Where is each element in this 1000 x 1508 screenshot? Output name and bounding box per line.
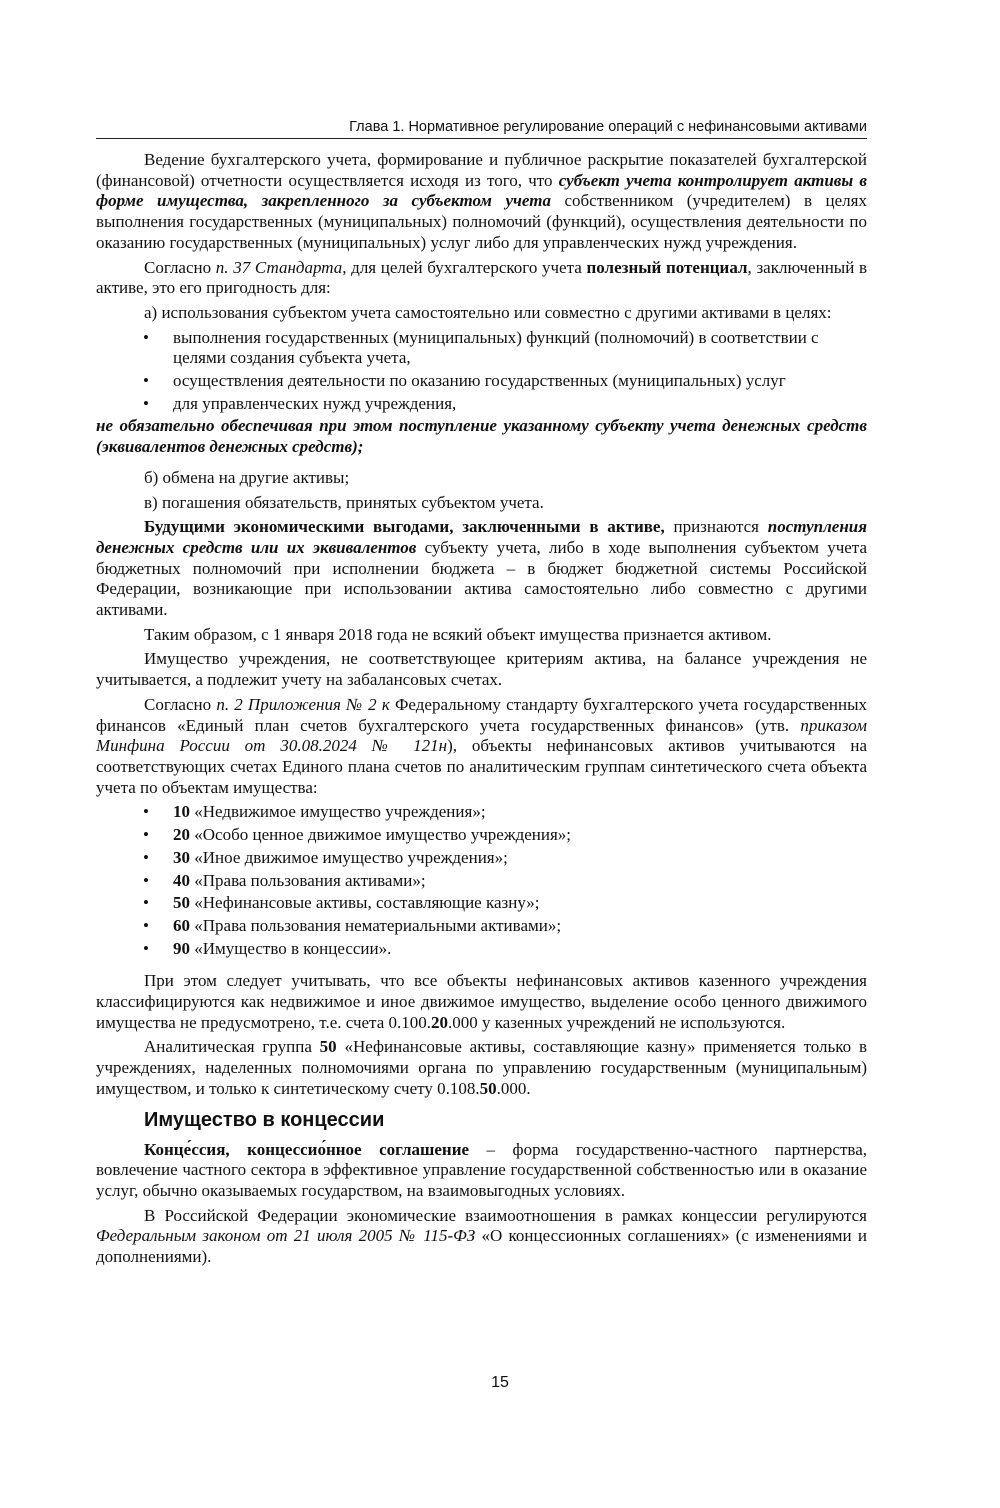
note-no-cash-inflow: не обязательно обеспечивая при этом поступление указанному субъекту учета денежных средств (эквивалентов денежных средств); [96,416,867,457]
paragraph-economic-benefits: Будущими экономическими выгодами, заключенными в активе, признаются поступления денежных средств или их эквивалентов субъекту учета, либо в ходе выполнения субъектом учета бюджетных полномочий при исполнении бюджета – в бюджет бюджетной системы Российской Федерации, возникающие при использовании актива самостоятельно либо совместно с другими активами. [96,517,867,620]
paragraph-off-balance: Имущество учреждения, не соответствующее критериям актива, на балансе учреждения не учитывается, а подлежит учету на забалансовых счетах. [96,649,867,690]
standard-reference: п. 37 Стандарта [215,257,343,277]
group-code: 60 [173,915,190,935]
group-code: 20 [173,825,190,845]
list-item-c: в) погашения обязательств, принятых субъектом учета. [144,492,544,512]
paragraph-2018-rule: Таким образом, с 1 января 2018 года не всякий объект имущества признается активом. [144,624,772,644]
purpose-item: • выполнения государственных (муниципальных) функций (полномочий) в соответствии с целями создания субъекта учета, [96,328,867,369]
spacer [96,961,867,971]
paragraph-concession-law: В Российской Федерации экономические взаимоотношения в рамках концессии регулируются Федеральным законом от 21 июля 2005 № 115-ФЗ «О концессионных соглашениях» (с изменениями и дополнениями). [96,1205,867,1267]
list-item-b: б) обмена на другие активы; [144,467,350,487]
group-code: 10 [173,802,190,822]
page-number: 15 [491,1374,509,1391]
order-reference: приказом Минфина России от 30.08.2024 № 121н [96,715,867,756]
analytic-groups-list [96,802,867,959]
analytic-group-item: • 20 «Особо ценное движимое имущество учреждения»; [96,825,867,846]
law-reference: Федеральным законом от 21 июля 2005 № 115-ФЗ [96,1226,476,1246]
analytic-group-item: • 90 «Имущество в концессии». [96,939,867,960]
analytic-group-item: • 40 «Права пользования активами»; [96,871,867,892]
paragraph-group-50: Аналитическая группа 50 «Нефинансовые активы, составляющие казну» применяется только в учреждениях, наделенных полномочиями органа по управлению государственным (муниципальным) имуществом, и только к синтетическому счету 0.108.50.000. [96,1037,867,1098]
analytic-group-item: • 60 «Права пользования нематериальными активами»; [96,916,867,937]
purpose-item: • осуществления деятельности по оказанию государственных (муниципальных) услуг [96,371,867,392]
appendix-reference: п. 2 Приложения № 2 к [216,694,390,714]
term-useful-potential: полезный потенциал [586,257,748,277]
group-code: 40 [173,870,190,890]
purpose-item: • для управленческих нужд учреждения, [96,394,867,415]
paragraph-chart-of-accounts: Согласно п. 2 Приложения № 2 к Федеральному стандарту бухгалтерского учета государственных финансов «Единый план счетов бухгалтерского учета государственных финансов» (утв. приказом Минфина России от 30.08.2024 № 121н), объекты нефинансовых активов учитываются на соответствующих счетах Единого плана счетов по аналитическим группам синтетического счета объекта учета по объектам имущества: [96,694,867,797]
analytic-group-item: • 50 «Нефинансовые активы, составляющие казну»; [96,893,867,914]
term-economic-benefits: Будущими экономическими выгодами, заключенными в активе, [144,517,665,537]
running-header [96,117,867,139]
page-body [96,150,867,1272]
analytic-group-item: • 30 «Иное движимое имущество учреждения»; [96,848,867,869]
emphasis-controls-assets: субъект учета контролирует активы в форме имущества, закрепленного за субъектом учета [96,170,867,211]
emphasis-cash-inflows: поступления денежных средств или их эквивалентов [96,517,867,557]
list-item-a: а) использования субъектом учета самостоятельно или совместно с другими активами в целях: [144,302,832,322]
group-code: 50 [173,893,190,913]
group-code: 90 [173,938,190,958]
purpose-list [96,328,867,415]
paragraph-treasury-institutions: При этом следует учитывать, что все объекты нефинансовых активов казенного учреждения классифицируются как недвижимое и иное движимое имущество, выделение особо ценного движимого имущества не предусмотрено, т.е. счета 0.100.20.000 у казенных учреждений не используются. [96,971,867,1032]
paragraph-accounting-control: Ведение бухгалтерского учета, формирование и публичное раскрытие показателей бухгалтерской (финансовой) отчетности осуществляется исходя из того, что субъект учета контролирует активы в форме имущества, закрепленного за субъектом учета собственником (учредителем) в целях выполнения государственных (муниципальных) полномочий (функций), осуществления деятельности по оказанию государственных (муниципальных) услуг либо для управленческих нужд учреждения. [96,150,867,252]
section-heading: Имущество в концессии [144,1108,385,1131]
paragraph-useful-potential: Согласно п. 37 Стандарта, для целей бухгалтерского учета полезный потенциал, заключенный в активе, это его пригодность для: [96,257,868,298]
term-concession: Конце́ссия, концессио́нное соглашение [144,1139,470,1159]
group-code: 30 [173,847,190,867]
paragraph-concession-definition: Конце́ссия, концессио́нное соглашение – форма государственно-частного партнерства, вовлечение частного сектора в эффективное управление государственной собственностью или в оказание услуг, обычно оказываемых государством, на взаимовыгодных условиях. [96,1139,867,1200]
chapter-title: Глава 1. Нормативное регулирование операций с нефинансовыми активами [349,119,867,135]
analytic-group-item: • 10 «Недвижимое имущество учреждения»; [96,802,867,823]
